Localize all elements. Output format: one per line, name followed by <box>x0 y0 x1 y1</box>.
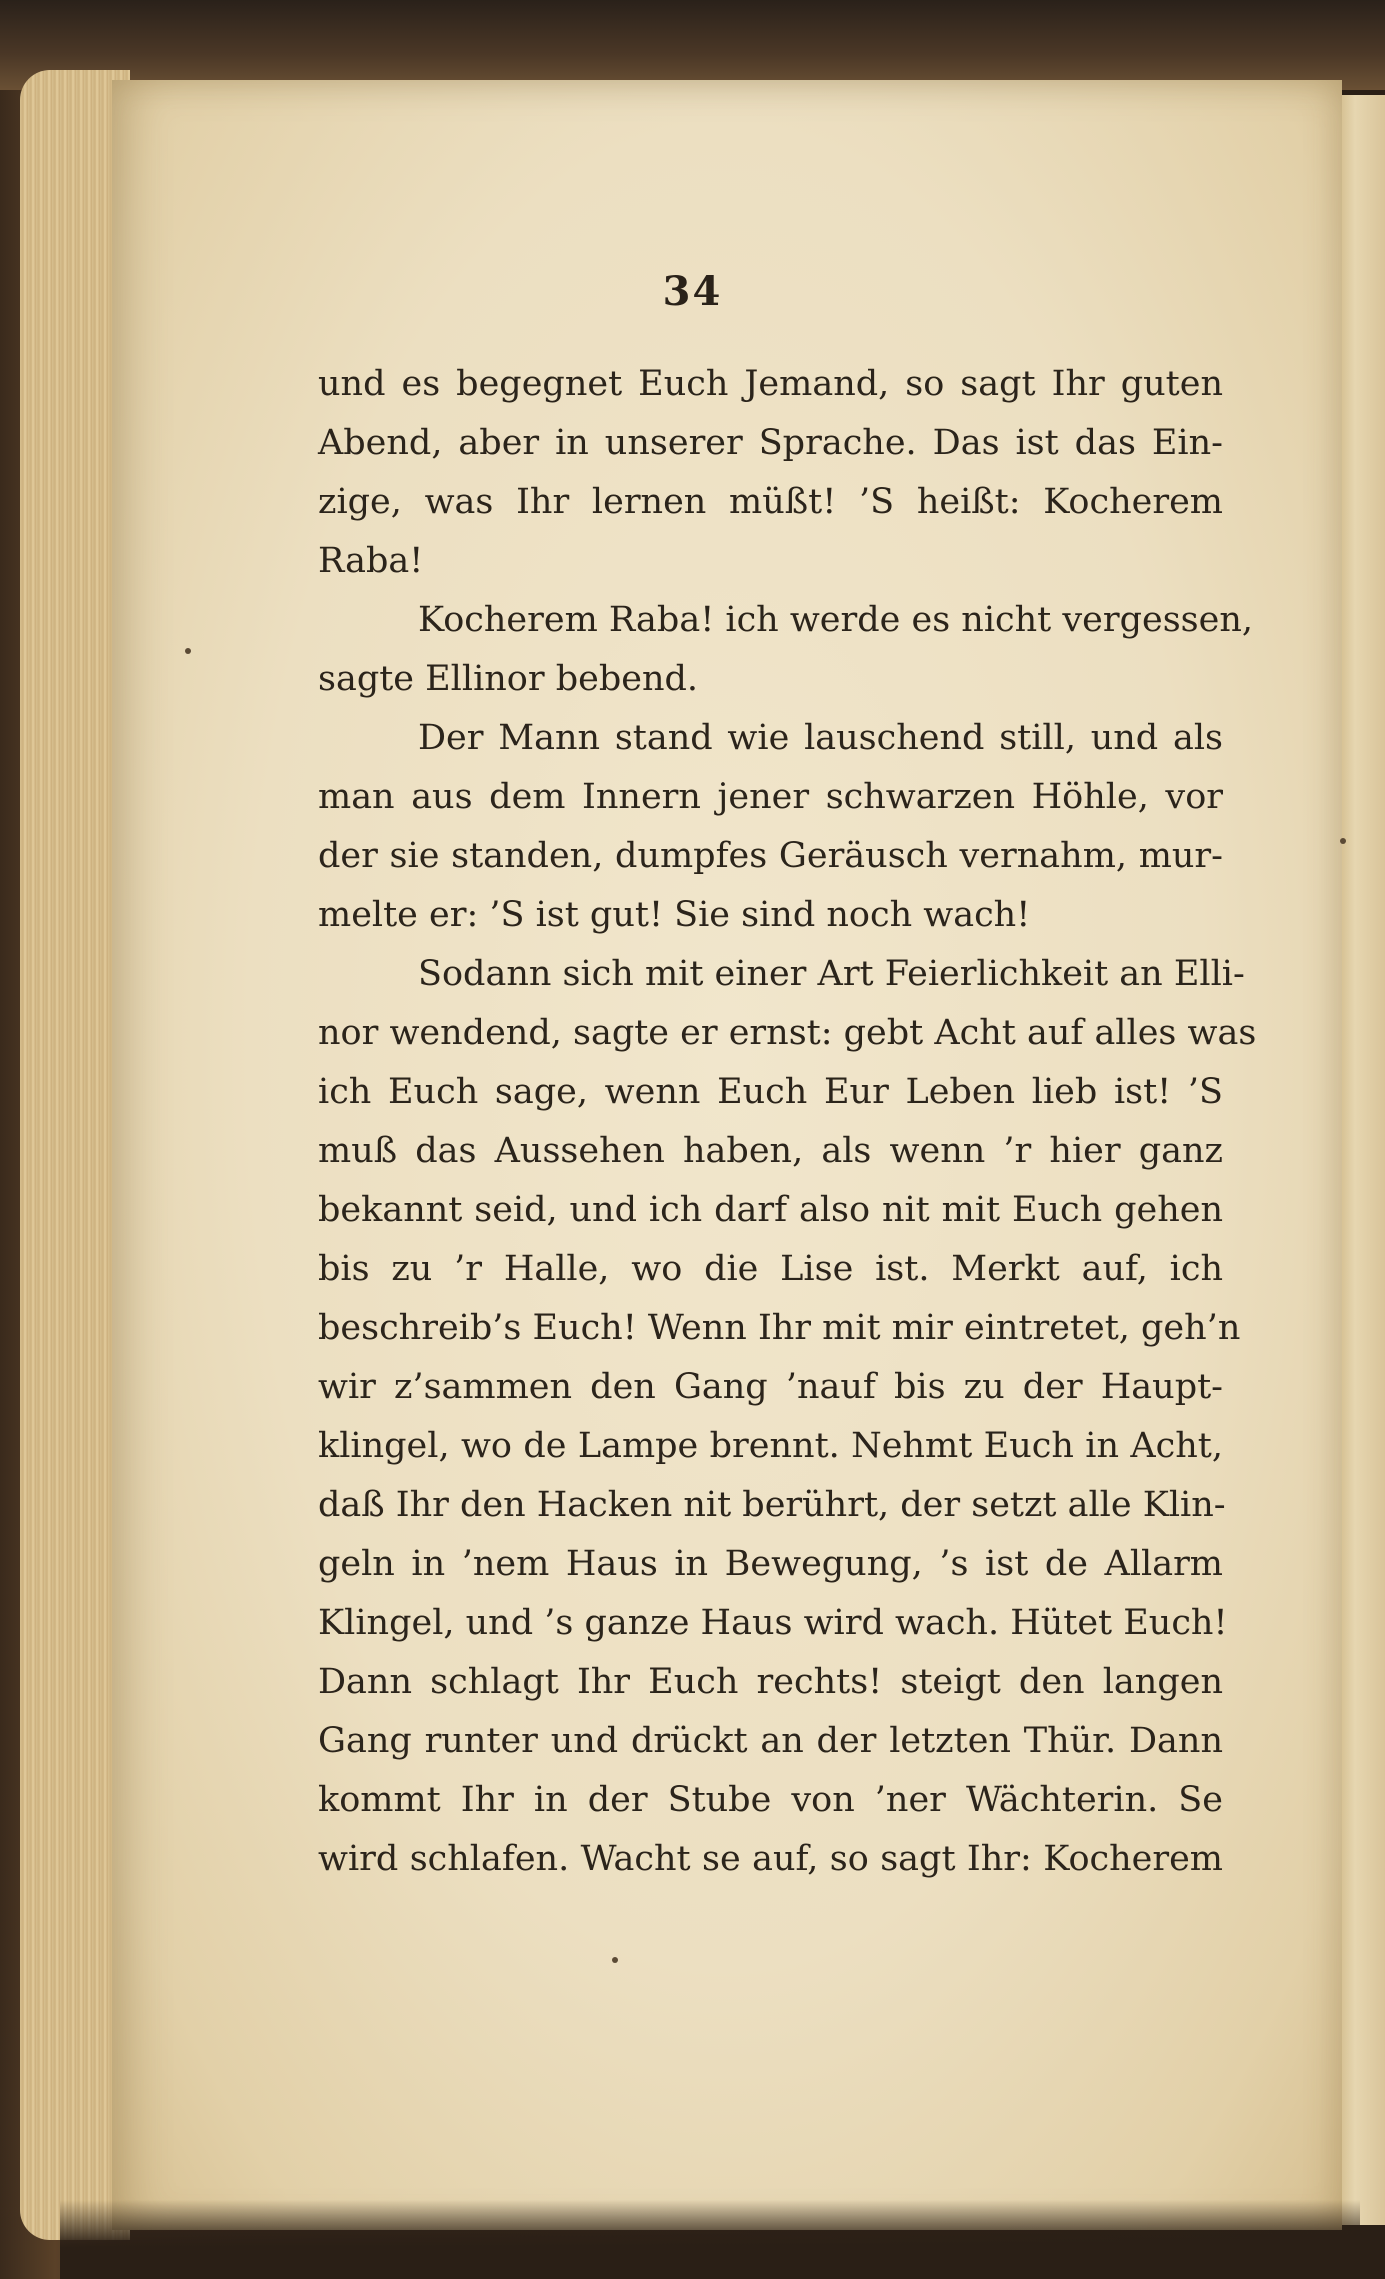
page-bottom-shadow <box>60 2200 1360 2279</box>
text-line: daß Ihr den Hacken nit berührt, der setzt alle Klin- <box>318 1485 1226 1525</box>
page-speck <box>612 1957 618 1963</box>
book-binding-top <box>0 0 1385 90</box>
page-speck <box>185 648 191 654</box>
text-line: muß das Aussehen haben, als wenn ’r hier ganz <box>318 1131 1223 1171</box>
text-line: Dann schlagt Ihr Euch rechts! steigt den langen <box>318 1662 1223 1702</box>
page-number: 34 <box>662 268 723 315</box>
text-line: sagte Ellinor bebend. <box>318 659 699 699</box>
text-line: wir z’sammen den Gang ’nauf bis zu der Haupt- <box>318 1367 1223 1407</box>
text-line: wird schlafen. Wacht se auf, so sagt Ihr: Kocherem <box>318 1839 1223 1879</box>
text-line: bis zu ’r Halle, wo die Lise ist. Merkt auf, ich <box>318 1249 1223 1289</box>
page-text <box>318 355 1257 1889</box>
text-line: Sodann sich mit einer Art Feierlichkeit an Elli- <box>418 954 1245 994</box>
text-line: Gang runter und drückt an der letzten Thür. Dann <box>318 1721 1223 1761</box>
text-line: man aus dem Innern jener schwarzen Höhle, vor <box>318 777 1223 817</box>
text-line: und es begegnet Euch Jemand, so sagt Ihr guten <box>318 364 1223 404</box>
text-line: melte er: ’S ist gut! Sie sind noch wach! <box>318 895 1031 935</box>
text-line: kommt Ihr in der Stube von ’ner Wächterin. Se <box>318 1780 1223 1820</box>
text-line: nor wendend, sagte er ernst: gebt Acht auf alles was <box>318 1013 1257 1053</box>
next-page-edge <box>1335 95 1385 2225</box>
text-line: Kocherem Raba! ich werde es nicht vergessen, <box>418 600 1253 640</box>
text-line: Klingel, und ’s ganze Haus wird wach. Hütet Euch! <box>318 1603 1228 1643</box>
text-line: Raba! <box>318 541 424 581</box>
text-line: der sie standen, dumpfes Geräusch vernahm, mur- <box>318 836 1223 876</box>
text-line: Abend, aber in unserer Sprache. Das ist das Ein- <box>318 423 1223 463</box>
page-speck <box>1340 838 1346 844</box>
text-line: klingel, wo de Lampe brennt. Nehmt Euch in Acht, <box>318 1426 1223 1466</box>
text-line: beschreib’s Euch! Wenn Ihr mit mir eintretet, geh’n <box>318 1308 1241 1348</box>
text-line: ich Euch sage, wenn Euch Eur Leben lieb ist! ’S <box>318 1072 1223 1112</box>
text-line: zige, was Ihr lernen müßt! ’S heißt: Kocherem <box>318 482 1223 522</box>
text-line: bekannt seid, und ich darf also nit mit Euch gehen <box>318 1190 1223 1230</box>
text-line: Der Mann stand wie lauschend still, und als <box>418 718 1223 758</box>
text-line: geln in ’nem Haus in Bewegung, ’s ist de Allarm <box>318 1544 1223 1584</box>
